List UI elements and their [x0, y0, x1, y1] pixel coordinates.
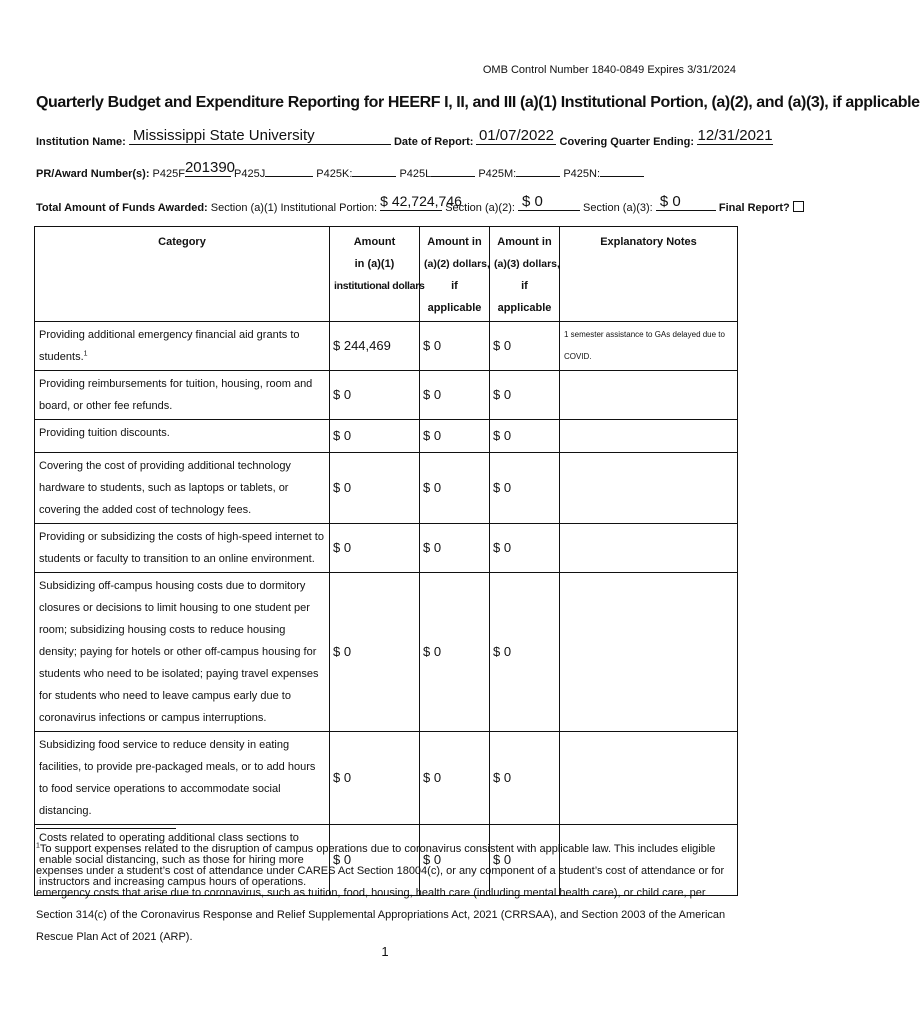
page-number: 1	[381, 944, 389, 959]
header-a3	[490, 227, 560, 322]
notes-cell[interactable]	[560, 371, 738, 420]
a2-amount-cell[interactable]: $ 0	[420, 371, 490, 420]
category-cell: Subsidizing food service to reduce density in eating facilities, to provide pre-packaged meals, or to add hours to food service operations to accommodate social distancing.	[35, 732, 330, 825]
a3-amount-cell[interactable]: $ 0	[490, 573, 560, 732]
a1-value: $ 42,724,746	[380, 193, 462, 209]
a2-label: Section (a)(2):	[445, 202, 515, 214]
header-a1-line: Amount	[353, 236, 396, 248]
table-row	[35, 573, 738, 732]
category-text: Providing additional emergency financial aid grants to students.	[39, 329, 300, 363]
a3-field[interactable]	[656, 193, 716, 211]
total-funds-label: Total Amount of Funds Awarded:	[36, 202, 208, 214]
date-label: Date of Report:	[393, 136, 474, 148]
award-label: PR/Award Number(s):	[36, 168, 150, 180]
p425k-label: P425K:	[316, 168, 353, 180]
quarter-field[interactable]	[697, 127, 773, 145]
a3-amount-cell[interactable]: $ 0	[490, 825, 560, 896]
header-a3-line: Amount in	[497, 236, 552, 248]
a1-amount-cell[interactable]: $ 0	[330, 732, 420, 825]
p425j-field[interactable]	[265, 164, 313, 177]
a3-amount-cell[interactable]: $ 0	[490, 420, 560, 453]
footnote-text: To support expenses related to the disruption of campus operations due to coronavirus consistent with applicable law. This includes eligible expenses under a student’s cost of attendance under CARES Act Section 18004(c), or any component of a student’s cost of attendance or for emergency costs that arise due to coronavirus, such as tuition, food, housing, health care (including mental health care), or child care, per Section 314(c) of the Coronavirus Response and Relief Supplemental Appropriations Act, 2021 (CRRSAA), and Section 2003 of the American Rescue Plan Act of 2021 (ARP).	[36, 843, 726, 943]
institution-field[interactable]	[129, 127, 391, 145]
header-category: Category	[35, 227, 330, 322]
header-a1-line: in (a)(1)	[354, 258, 395, 270]
p425k-field[interactable]	[352, 164, 396, 177]
table-row	[35, 732, 738, 825]
date-field[interactable]	[476, 127, 556, 145]
a3-amount-cell[interactable]: $ 0	[490, 524, 560, 573]
a1-amount-cell[interactable]: $ 0	[330, 453, 420, 524]
institution-value: Mississippi State University	[132, 127, 315, 144]
a1-amount-cell[interactable]: $ 0	[330, 524, 420, 573]
header-a1-line: institutional dollars	[334, 280, 425, 292]
quarter-value: 12/31/2021	[697, 127, 773, 144]
header-a3-line: if applicable	[497, 280, 552, 314]
a1-amount-cell[interactable]: $ 244,469	[330, 322, 420, 371]
table-row	[35, 453, 738, 524]
p425f-label: P425F	[152, 168, 185, 180]
p425m-label: P425M:	[478, 168, 517, 180]
notes-cell[interactable]	[560, 732, 738, 825]
notes-cell[interactable]	[560, 420, 738, 453]
a3-value: $ 0	[659, 193, 681, 210]
final-report-checkbox[interactable]	[793, 201, 804, 212]
table-row	[35, 322, 738, 371]
a1-amount-cell[interactable]: $ 0	[330, 573, 420, 732]
a3-amount-cell[interactable]: $ 0	[490, 322, 560, 371]
table-row	[35, 420, 738, 453]
final-report-label: Final Report?	[718, 202, 790, 214]
notes-cell[interactable]: 1 semester assistance to GAs delayed due to COVID.	[560, 322, 738, 371]
expenditure-table	[34, 226, 738, 896]
notes-cell[interactable]	[560, 453, 738, 524]
notes-cell[interactable]	[560, 573, 738, 732]
page-title: Quarterly Budget and Expenditure Reporting for HEERF I, II, and III (a)(1) Institutional Portion, (a)(2), and (a)(3), if applicable	[36, 94, 920, 111]
a1-amount-cell[interactable]: $ 0	[330, 420, 420, 453]
header-a2-line: Amount in	[427, 236, 482, 248]
header-a2-line: (a)(2) dollars,	[424, 258, 490, 270]
quarter-label: Covering Quarter Ending:	[559, 136, 695, 148]
a1-amount-cell[interactable]: $ 0	[330, 371, 420, 420]
award-line	[36, 159, 644, 180]
a2-amount-cell[interactable]: $ 0	[420, 732, 490, 825]
footnote-divider	[36, 828, 176, 829]
a2-field[interactable]	[518, 193, 580, 211]
header-a2-line: if applicable	[427, 280, 482, 314]
category-cell: Providing tuition discounts.	[35, 420, 330, 453]
footnote	[36, 838, 736, 948]
category-cell: Providing or subsidizing the costs of high-speed internet to students or faculty to transition to an online environment.	[35, 524, 330, 573]
a1-amount-cell[interactable]: $ 0	[330, 825, 420, 896]
p425m-field[interactable]	[516, 164, 560, 177]
footnote-marker: 1	[36, 842, 40, 850]
institution-line	[36, 127, 773, 148]
a2-value: $ 0	[521, 193, 543, 210]
header-notes: Explanatory Notes	[560, 227, 738, 322]
total-funds-line	[36, 193, 804, 214]
header-a2	[420, 227, 490, 322]
p425f-value: 201390	[184, 159, 236, 176]
category-cell: Subsidizing off-campus housing costs due to dormitory closures or decisions to limit housing to one student per room; subsidizing housing costs to reduce housing density; paying for hotels or other off-campus housing for students who need to be isolated; paying travel expenses for students who need to leave campus early due to coronavirus infections or campus interruptions.	[35, 573, 330, 732]
notes-cell[interactable]	[560, 524, 738, 573]
institution-label: Institution Name:	[36, 136, 126, 148]
p425n-label: P425N:	[563, 168, 601, 180]
p425l-label: P425L	[399, 168, 432, 180]
date-value: 01/07/2022	[478, 127, 555, 144]
omb-control-number: OMB Control Number 1840-0849 Expires 3/31/2024	[482, 64, 736, 76]
a3-amount-cell[interactable]: $ 0	[490, 453, 560, 524]
a3-amount-cell[interactable]: $ 0	[490, 371, 560, 420]
a2-amount-cell[interactable]: $ 0	[420, 420, 490, 453]
a2-amount-cell[interactable]: $ 0	[420, 825, 490, 896]
a3-label: Section (a)(3):	[583, 202, 653, 214]
footnote-ref: 1	[83, 350, 88, 358]
a3-amount-cell[interactable]: $ 0	[490, 732, 560, 825]
category-cell	[35, 322, 330, 371]
p425l-field[interactable]	[431, 164, 475, 177]
p425j-label: P425J	[234, 168, 266, 180]
table-row	[35, 371, 738, 420]
p425n-field[interactable]	[600, 164, 644, 177]
a2-amount-cell[interactable]: $ 0	[420, 453, 490, 524]
category-cell: Providing reimbursements for tuition, housing, room and board, or other fee refunds.	[35, 371, 330, 420]
a1-label: Section (a)(1) Institutional Portion:	[210, 202, 378, 214]
category-cell: Costs related to operating additional class sections to enable social distancing, such as those for hiring more instructors and increasing campus hours of operations.	[35, 825, 330, 896]
header-a3-line: (a)(3) dollars,	[494, 258, 560, 270]
a2-amount-cell[interactable]: $ 0	[420, 322, 490, 371]
p425f-field[interactable]	[184, 159, 236, 177]
table-header-row	[35, 227, 738, 322]
category-cell: Covering the cost of providing additional technology hardware to students, such as laptops or tablets, or covering the added cost of technology fees.	[35, 453, 330, 524]
a1-field[interactable]	[380, 193, 462, 211]
header-a1	[330, 227, 425, 322]
a2-amount-cell[interactable]: $ 0	[420, 524, 490, 573]
table-row	[35, 524, 738, 573]
a2-amount-cell[interactable]: $ 0	[420, 573, 490, 732]
